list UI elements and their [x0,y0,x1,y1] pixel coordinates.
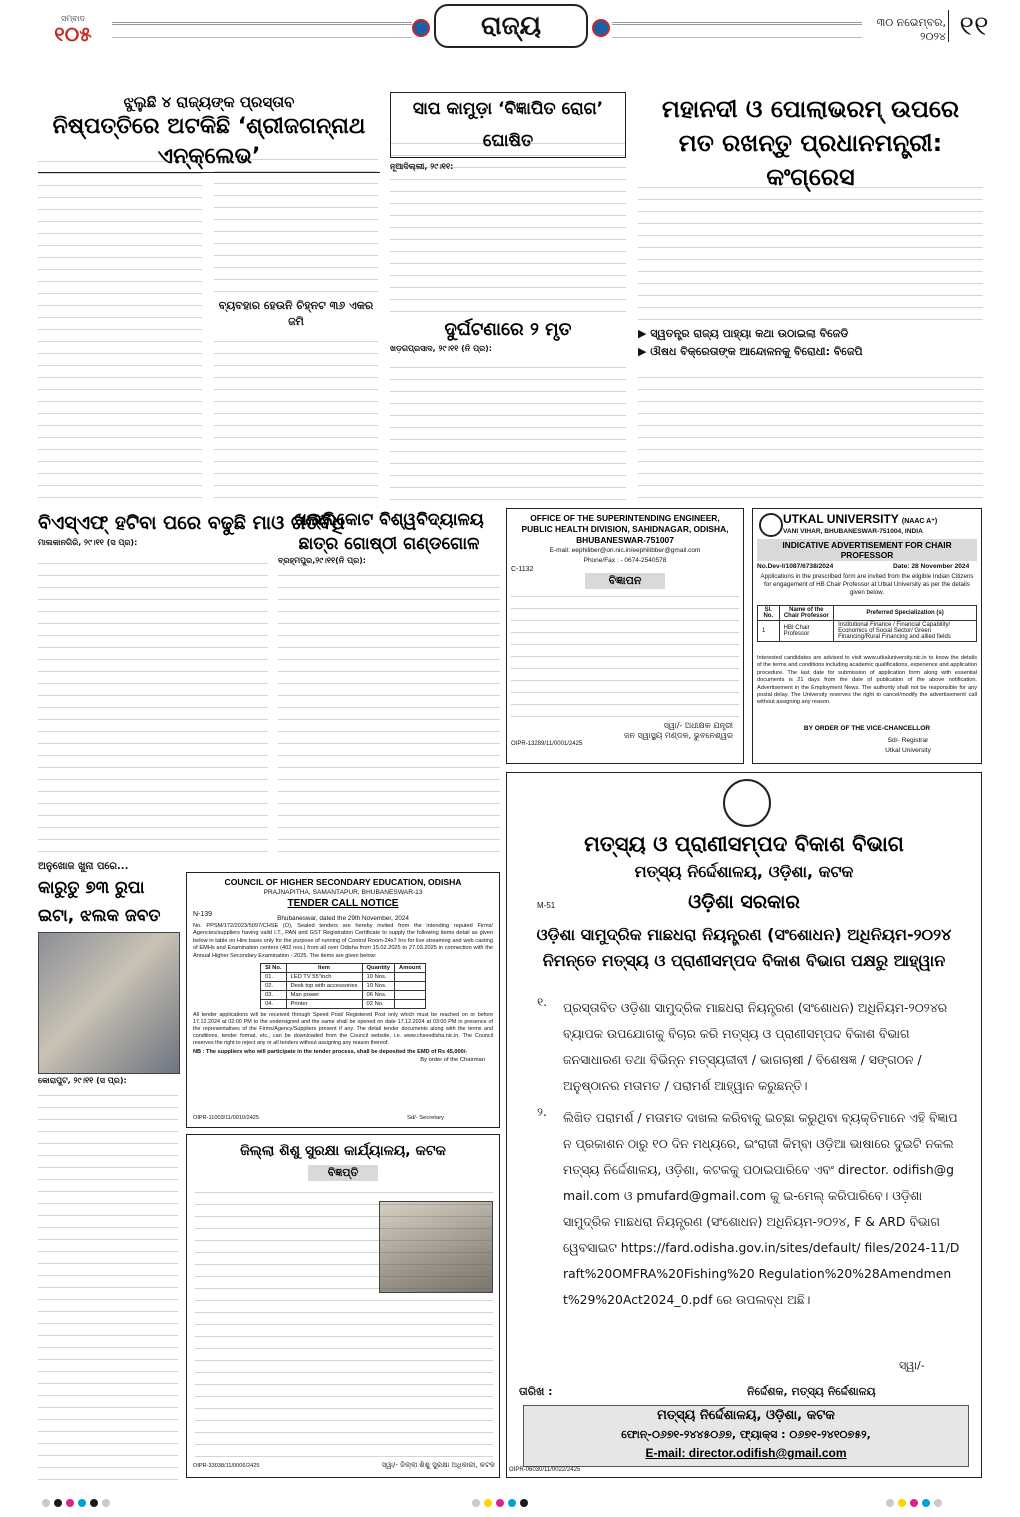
story-body [278,572,500,852]
registration-marks-right [884,1492,944,1511]
ad-intro: Applications in the prescribed form are invited from the eligible Indian Citizens for engagement of HB Chair Professor at Utkal University as per the details given below. [760,573,974,596]
ad-label: ବିଜ୍ଞପ୍ତି [308,1165,378,1181]
ad-footer-3: E-mail: director.odifish@gmail.com [645,1446,847,1460]
table-cell: 1 [758,621,780,642]
story-dateline: କୋରାପୁଟ, ୨୯।୧୧ (ସ ପ୍ର): [38,1076,127,1085]
registration-marks-center [470,1492,530,1511]
story-dateline: ମାଲକାନଗିରି, ୨୯।୧୧ (ସ ପ୍ର): [38,538,138,547]
story-body-col1 [38,152,202,498]
ad-sign: Sd/- Secretary [407,1115,445,1121]
ad-nb: NB : The suppliers who will participate in the tender process, shall be deposited the EMD of Rs 45,000/- [193,1049,468,1056]
ad-code: M-51 [537,901,556,910]
ad-notice: TENDER CALL NOTICE [287,898,399,909]
table-cell: Printer [286,1000,362,1009]
ad-item-2: ଲିଖିତ ପରାମର୍ଶ / ମତାମତ ଦାଖଲ କରିବାକୁ ଇଚ୍ଛା କରୁଥିବା ବ୍ୟକ୍ତିମାନେ ଏହି ବିଜ୍ଞାପନ ପ୍ରକାଶନ ଠାରୁ ୧୦ ଦିନ ମଧ୍ୟରେ, ଇଂରାଜୀ କିମ୍ବା ଓଡ଼ିଆ ଭାଷାରେ ଦୁଇଟି ନକଲ ମତ୍ସ୍ୟ ନିର୍ଦ୍ଦେଶାଳୟ, ଓଡ଼ିଶା, କଟକକୁ ପଠାଇପାରିବେ ଏବଂ director. odifish@gmail.com ଓ pmufard@gmail.com କୁ ଇ-ମେଲ୍ କରିପାରିବେ। ଓଡ଼ିଶା ସାମୁଦ୍ରିକ ମାଛଧରା ନିୟନ୍ତ୍ରଣ (ସଂଶୋଧନ) ଅଧିନିୟମ-୨୦୨୪, F & ARD ବିଭାଗ ୱେବସାଇଟ https://fard.odisha.gov.in/sites/default/ files/2024-11/Draft%20OMFRA%20Fishing%20 Regulation%20%28Amendment%29%20Act2024_0.pdf ରେ ଉପଲବ୍ଧ ଅଛି। [563,1110,960,1307]
ad-utkal-university [752,508,982,764]
ad-phone: Phone/Fax : - 0674-2540578 [583,557,667,564]
story-accident [390,316,626,502]
registration-marks-left [40,1492,112,1511]
ad-ref: No.Dev-I/1087/6738/2024 [757,563,834,570]
table-cell: 04. [261,1000,286,1009]
ad-body: All tender applications will be received through Speed Post/ Registered Post only which must be reached on or before 17.12.2024 at 02:00 PM to the undersigned and the same shall be opened on date 17.12.2024 at 03:00 PM in presence of the representatives of the Firms/Agency/Suppliers present if any. The detail tender documents along with the terms and conditions, tender format, etc., can be downloaded from the Council website, i.e. www.chseodisha.nic.in. The Council reserves the right to reject any or all tenders without assigning any reason thereof. [193,1012,493,1047]
ad-line3: BHUBANESWAR-751007 [576,535,674,545]
ad-address: VANI VIHAR, BHUBANESWAR-751004, INDIA [783,528,923,535]
table-header: Preferred Specialization (s) [834,606,977,621]
story-headline-line1: ମହାନଦୀ ଓ ପୋଲାଭରମ୍ ଉପରେ [661,95,960,123]
university-seal-icon [759,513,783,537]
ad-sign: ସ୍ୱା/- [899,1359,925,1372]
masthead-dot-left [412,19,430,37]
story-headline-line1: ଖଲ୍ଲିକୋଟ ବିଶ୍ୱବିଦ୍ୟାଳୟ [294,510,484,530]
ad-oipr: OIPR-33038/11/0006/2425 [193,1463,260,1469]
table-header: Sl. No. [758,606,780,621]
story-subhead: ବ୍ୟବହାର ହେଉନି ଚିହ୍ନଟ ୩୬ ଏକର ଜମି [218,299,374,328]
ad-order: By order of the Chairman [420,1057,485,1064]
ad-oipr: OIPR-06030/11/0022/2425 [509,1467,581,1473]
ad-body [511,593,739,717]
ad-subject-2: ନିମନ୍ତେ ମତ୍ସ୍ୟ ଓ ପ୍ରାଣୀସମ୍ପଦ ବିକାଶ ବିଭାଗ ପକ୍ଷରୁ ଆହ୍ୱାନ [542,951,946,970]
ad-superintending-engineer [506,508,744,764]
ad-council-tender [186,872,500,1128]
ad-sign1: ସ୍ୱା/- ଅଧୀକ୍ଷକ ଯନ୍ତ୍ରୀ [663,721,733,730]
story-body-top [638,182,983,320]
story-dateline: ନୂଆଦିଲ୍ଲୀ, ୨୯।୧୧: [390,162,454,171]
story-body-col1 [38,552,268,852]
ad-item-2-no: ୨. [537,1105,547,1119]
table-row [261,982,426,991]
story-headline: ସାପ କାମୁଡ଼ା ‘ବିଜ୍ଞାପିତ ରୋଗ’ ଘୋଷିତ [390,92,626,158]
ad-date-label: ତାରିଖ : [519,1385,553,1398]
ad-footer-2: ଫୋନ୍-୦୬୭୧-୨୪୪୫୦୬୭, ଫ୍ୟାକ୍ସ : ୦୬୭୧-୨୪୧୦୭୫୨, [621,1428,871,1441]
story-headline: ନିଷ୍ପତ୍ତିରେ ଅଟକିଛି ‘ଶ୍ରୀଜଗନ୍ନାଥ ଏନ୍‌କ୍ଲେଭ’ [38,112,380,173]
bullet-2-text: ଔଷଧ ବିକ୍ରେତାଙ୍କ ଆନ୍ଦୋଳନକୁ ବିରୋଧୀ: ବିଜେପି [650,345,863,358]
logo [38,14,108,44]
ad-title: INDICATIVE ADVERTISEMENT FOR CHAIR PROFESSOR [757,539,977,561]
table-cell: 02 No. [362,1000,395,1009]
ad-directorate: ମତ୍ସ୍ୟ ନିର୍ଦ୍ଦେଶାଳୟ, ଓଡ଼ିଶା, କଟକ [634,862,854,881]
logo-text: ୧୦୫ [54,22,92,46]
table-row [261,1000,426,1009]
story-enclave [38,92,380,502]
masthead-rule-right [612,22,862,38]
ad-dept: ମତ୍ସ୍ୟ ଓ ପ୍ରାଣୀସମ୍ପଦ ବିକାଶ ବିଭାଗ [584,832,904,856]
masthead-rule-left [112,22,412,38]
table-header: Name of the Chair Professor [779,606,833,621]
ad-signatory: ନିର୍ଦ୍ଦେଶକ, ମତ୍ସ୍ୟ ନିର୍ଦ୍ଦେଶାଳୟ [747,1385,876,1398]
story-bullet-1: ▶ ସ୍ୱତନ୍ତ୍ର ରାଜ୍ୟ ପାହ୍ୟା କଥା ଉଠାଇଲା ବିଜେଡି [638,327,849,340]
table-row [261,991,426,1000]
university-naac: (NAAC A⁺) [901,518,938,525]
ad-sign: Sd/- Registrar [887,737,929,744]
ad-date: Date: 28 November 2024 [893,563,970,570]
ad-title: COUNCIL OF HIGHER SECONDARY EDUCATION, ODISHA [224,877,462,887]
story-photo [38,932,180,1074]
table-cell [395,1000,426,1009]
ad-child-protection [186,1134,500,1478]
table-cell: 03. [261,991,286,1000]
ad-body: Interested candidates are advised to visit www.utkaluniversity.nic.in to know the details of the terms and conditions including academic qualifications, experience and application procedure. The last date for submission of application form along with essential documents is 21 days from the date of publication of the above notification. Advertisement in the Employment News. The authority shall not be responsible for any postal delay. The University reserves the right to cancel/modify the advertisement/ call without assigning any reason. [757,655,977,706]
ad-oipr: OIPR-13289/11/0001/2425 [511,741,583,747]
table-row [758,621,977,642]
story-body-col2b [214,336,378,498]
story-silver [38,860,178,1480]
odisha-emblem-icon [723,779,771,827]
ad-code: C-1132 [511,566,534,573]
table-cell: 02. [261,982,286,991]
story-body-col2 [214,152,378,292]
ad-line1: OFFICE OF THE SUPERINTENDING ENGINEER, [530,513,720,523]
table-row [261,973,426,982]
ad-sign2: Utkal University [885,747,931,754]
story-snakebite [390,92,626,312]
ad-label: ବିଜ୍ଞାପନ [585,573,665,589]
story-headline: ଦୁର୍ଘଟଣାରେ ୨ ମୃତ [444,319,572,340]
story-khallikote [278,508,500,854]
story-headline-line2: ଛାତ୍ର ଗୋଷ୍ଠୀ ଗଣ୍ଡଗୋଳ [298,534,480,554]
story-kicker: ଝୁଲୁଛି ୪ ରାଜ୍ୟଙ୍କ ପ୍ରସ୍ତାବ [123,93,295,111]
table-cell: LED TV 55"inch [286,973,362,982]
table-header: Amount [395,964,426,973]
table-cell [395,982,426,991]
ad-footer [523,1405,969,1467]
issue-date: ୩୦ ନଭେମ୍ବର, ୨୦୨୪ [876,16,946,43]
ad-footer-1: ମତ୍ସ୍ୟ ନିର୍ଦ୍ଦେଶାଳୟ, ଓଡ଼ିଶା, କଟକ [657,1408,835,1423]
ad-sign: ସ୍ୱା/- ଜିଲ୍ଲା ଶିଶୁ ସୁରକ୍ଷା ଅଧିକାରୀ, କଟକ [381,1461,495,1469]
ad-address: PRAJNAPITHA, SAMANTAPUR, BHUBANESWAR-13 [263,889,423,896]
ad-item-1-no: ୧. [537,995,548,1009]
ad-dated: Bhubaneswar, dated the 29th November, 2024 [277,915,409,922]
masthead-dot-right [592,19,610,37]
table-cell: Institutional Finance / Financial Capability/ Economics of Social Sector/ Green Financing/Rural Financing and allied fields [834,621,977,642]
table-cell: Man power [286,991,362,1000]
story-body [38,1090,178,1480]
table-cell: 06 Nos. [362,991,395,1000]
table-cell: HBI Chair Professor [779,621,833,642]
ad-chair-table [757,605,977,642]
ad-sign2: ଜନ ସ୍ୱାସ୍ଥ୍ୟ ମଣ୍ଡଳ, ଭୁବନେଶ୍ୱର [623,731,733,740]
ad-body [195,1189,493,1457]
story-headline: ବିଏସ୍‌ଏଫ୍ ହଟିବା ପରେ ବଢୁଛି ମାଓ ଗତିବିଧି [38,512,345,534]
table-cell [395,973,426,982]
ad-code: N-139 [193,911,213,918]
ad-line2: PUBLIC HEALTH DIVISION, SAHIDNAGAR, ODISHA, [521,524,729,534]
story-bullet-2: ▶ ଔଷଧ ବିକ୍ରେତାଙ୍କ ଆନ୍ଦୋଳନକୁ ବିରୋଧୀ: ବିଜେପି [638,345,863,358]
masthead [0,0,1020,88]
university-name: UTKAL UNIVERSITY [783,512,899,526]
story-dateline: ବ୍ରହ୍ମପୁର,୨୯।୧୧(ନି ପ୍ର): [278,556,367,565]
ad-oipr: OIPR-11003/11/0010/2425 [193,1115,260,1121]
page-number: ୧୧ [948,10,999,42]
table-header: Quantity [362,964,395,973]
ad-items-table [260,963,426,1009]
story-mahanadi [638,92,983,502]
ad-item-1: ପ୍ରସ୍ତାବିତ ଓଡ଼ିଶା ସାମୁଦ୍ରିକ ମାଛଧରା ନିୟନ୍ତ୍ରଣ (ସଂଶୋଧନ) ଅଧିନିୟମ-୨୦୨୪ର ବ୍ୟାପକ ଉପଯୋଗକୁ ବିଚାର କରି ମତ୍ସ୍ୟ ଓ ପ୍ରାଣୀସମ୍ପଦ ବିକାଶ ବିଭାଗ ଜନସାଧାରଣ ତଥା ବିଭିନ୍ନ ମତ୍ସ୍ୟଜୀବୀ / ଭାଗଚାଷୀ / ବିଶେଷଜ୍ଞ / ସଙ୍ଗଠନ / ଅନୁଷ୍ଠାନର ମତାମତ / ପରାମର୍ଶ ଆହ୍ୱାନ କରୁଛନ୍ତି। [563,1000,948,1093]
ad-order: BY ORDER OF THE VICE-CHANCELLOR [803,725,931,732]
story-body-bottom [638,368,983,498]
table-header: Sl No. [261,964,286,973]
ad-govt: ଓଡ଼ିଶା ସରକାର [688,891,800,913]
story-body [390,360,626,500]
table-cell: 01. [261,973,286,982]
section-title: ରାଜ୍ୟ [434,4,588,48]
story-headline-line2: ମତ ରଖନ୍ତୁ ପ୍ରଧାନମନ୍ତ୍ରୀ: କଂଗ୍ରେସ [678,129,943,191]
story-body [390,142,626,312]
table-cell [395,991,426,1000]
table-header: Item [286,964,362,973]
ad-email: E-mail: eephiliber@ori.nic.in/eephilibber@gmail.com [549,547,701,554]
ad-fisheries [506,772,982,1478]
story-headline: କାରୁତୁ ୭୩ ରୁପା ଇଟା, ଝଲକ ଜବତ [38,878,161,926]
story-dateline: ଖଡ଼ଗପ୍ରସାଦ, ୨୯।୧୧ (ନି ପ୍ର): [390,344,493,353]
story-kicker: ଅନୁଖୋଜ ଖୁନା ପରେ... [38,861,129,872]
logo-top-text: ସମ୍ବାଦ [61,14,85,23]
table-cell: Desk top with accessories [286,982,362,991]
ad-intro: No. PPSM/172/2023/5097/CHSE (O), Sealed tenders are hereby invited from the intending reputed Firms/ Agencies/suppliers having valid I.T., PAN and GST Registration Certificate to supply the following items detail as given below in table on Hire basis only for the purpose of running of Control Room-24x7 hrs for live streaming and web casting of EMHs and Examination centers (402 nos.) from all over Odisha from 15.02.2025 to 27.03.2025 in connection with the Annual Higher Secondary Examination - 2025. The items are given below: [193,923,493,959]
table-cell: 10 Nos. [362,982,395,991]
table-cell: 10 Nos. [362,973,395,982]
bullet-1-text: ସ୍ୱତନ୍ତ୍ର ରାଜ୍ୟ ପାହ୍ୟା କଥା ଉଠାଇଲା ବିଜେଡି [650,327,849,340]
ad-title: ଜିଲ୍ଲା ଶିଶୁ ସୁରକ୍ଷା କାର୍ଯ୍ୟାଳୟ, କଟକ [240,1143,446,1159]
ad-subject-1: ଓଡ଼ିଶା ସାମୁଦ୍ରିକ ମାଛଧରା ନିୟନ୍ତ୍ରଣ (ସଂଶୋଧନ) ଅଧିନିୟମ-୨୦୨୪ [536,925,952,944]
